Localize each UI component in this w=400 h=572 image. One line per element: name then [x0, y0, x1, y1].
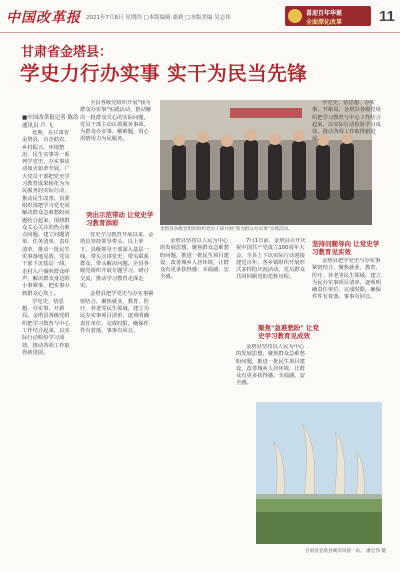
- column-5b-text: 金塔县把学党史与办实事紧密结合，聚焦就业、教育、医疗、养老等民生领域，建立为民办实事项目清单，逐项明确责任单位、完成时限，确保件件有着落、事事有回音。: [312, 258, 381, 301]
- badge-line1: 喜迎百年华诞: [306, 10, 343, 17]
- article-column-4a: [236, 238, 306, 320]
- column-5-text: 学党史、悟思想、办实事、开新局。金塔县各级党组织把学习教育与中心工作结合起来，以实际行动检验学习成效，推动各项工作取得新进展。: [312, 100, 381, 143]
- article-column-5b: [312, 258, 382, 400]
- issue-info: 2021年7月8日 星期四 □本版编辑 桑莉 □本版美编 吴志伟: [86, 15, 231, 21]
- subhead-1: 突出示范带动 让党史学习教育添彩: [86, 211, 154, 227]
- byline-correspondent: 通讯员 卢 飞: [22, 123, 53, 129]
- article-column-2a: [80, 100, 154, 200]
- newspaper-logo: 中国改革报: [6, 10, 81, 26]
- article-column-3: [160, 238, 232, 550]
- article-column-2b: [80, 232, 154, 552]
- headline: 学史力行办实事 实干为民当先锋: [20, 62, 308, 85]
- byline-reporter: ■中国改革报记者 陈浩: [22, 115, 79, 121]
- column-4b-text: 金塔县坚持以人民为中心的发展思想，聚焦群众急难愁盼问题，推进一批民生项目建设，改善城乡人居环境，让群众有更多获得感、幸福感、安全感。: [236, 344, 305, 387]
- city-photo: [256, 402, 382, 544]
- subhead-2: 坚持问题导向 让党史学习教育见实效: [312, 240, 380, 256]
- column-2b-text-b: 金塔县把学党史与办实事紧密结合，聚焦就业、教育、医疗、养老等民生领域，建立为民办实事项目清单，逐项明确责任单位、完成时限，确保件件有着落、事事有回音。: [80, 291, 154, 334]
- group-photo-caption: 金塔县各级党组织组织党员干部开展"我为群众办实事"实践活动。: [160, 227, 293, 232]
- masthead: [0, 0, 400, 33]
- column-1-text: 近期，在甘肃省金塔县，百企助农、乡村振兴、环境整治、民生实事等一系列学党史、办实事活动如火如荼开展，广大党员干部把党史学习教育成果转化为为民服务的实际行动，推动民生改善。县委组织部把学习党史同解决群众急难愁盼问题结合起来，围绕群众关心关注的热点难点问题，建立问题清单、任务清单、责任清单，推动一批民生实事落地见效，党员干部下沉基层一线，走村入户倾听群众呼声，解决群众身边的小事难事，把实事办到群众心坎上。: [22, 130, 70, 297]
- article-column-5a: [312, 100, 382, 235]
- headline-kicker: 甘肃省金塔县：: [21, 45, 113, 60]
- column-3-text: 金塔县坚持以人民为中心的发展思想，聚焦群众急难愁盼问题，推进一批民生项目建设，改善城乡人居环境，让群众有更多获得感、幸福感、安全感。: [160, 238, 229, 281]
- column-1-text-b: 学党史、悟思想、办实事、开新局。金塔县各级党组织把学习教育与中心工作结合起来，以实际行动检验学习成效，推动各项工作取得新进展。: [22, 298, 70, 356]
- city-photo-caption: 甘肃省金塔县城市风貌一角。 潘宏伟 摄: [304, 549, 386, 554]
- centenary-badge: [285, 6, 371, 26]
- badge-line2: 全面深化改革: [306, 19, 343, 26]
- column-4-text: 7月1日前，金塔县召开庆祝中国共产党成立100周年大会，全县上下以实际行动迎接建党百年。各乡镇组织开展形式多样的庆祝活动，党员群众共同回顾党的光辉历程。: [236, 238, 306, 281]
- page-number: 11: [379, 8, 395, 25]
- subhead-3: 聚焦"急难愁盼" 让党史学习教育见成效: [258, 324, 320, 340]
- column-2-text: 全县各级党组织开展"我为群众办实事"实践活动，推动解决一批群众关心的实际问题。党员干部主动认领服务事项，为群众办实事、解难题，用心用情用力为民服务。: [80, 100, 152, 143]
- article-column-1: [22, 130, 74, 550]
- emblem-icon: [288, 9, 302, 23]
- article-column-4b: [236, 344, 306, 400]
- column-2b-text: 党史学习教育开展以来，金塔县坚持领导带头、以上率下，县级领导干部深入基层一线，带头宣讲党史，带头联系群众，带头解决问题。全县各级党组织开展专题学习、研讨交流，推动学习教育走深走实。: [80, 232, 154, 290]
